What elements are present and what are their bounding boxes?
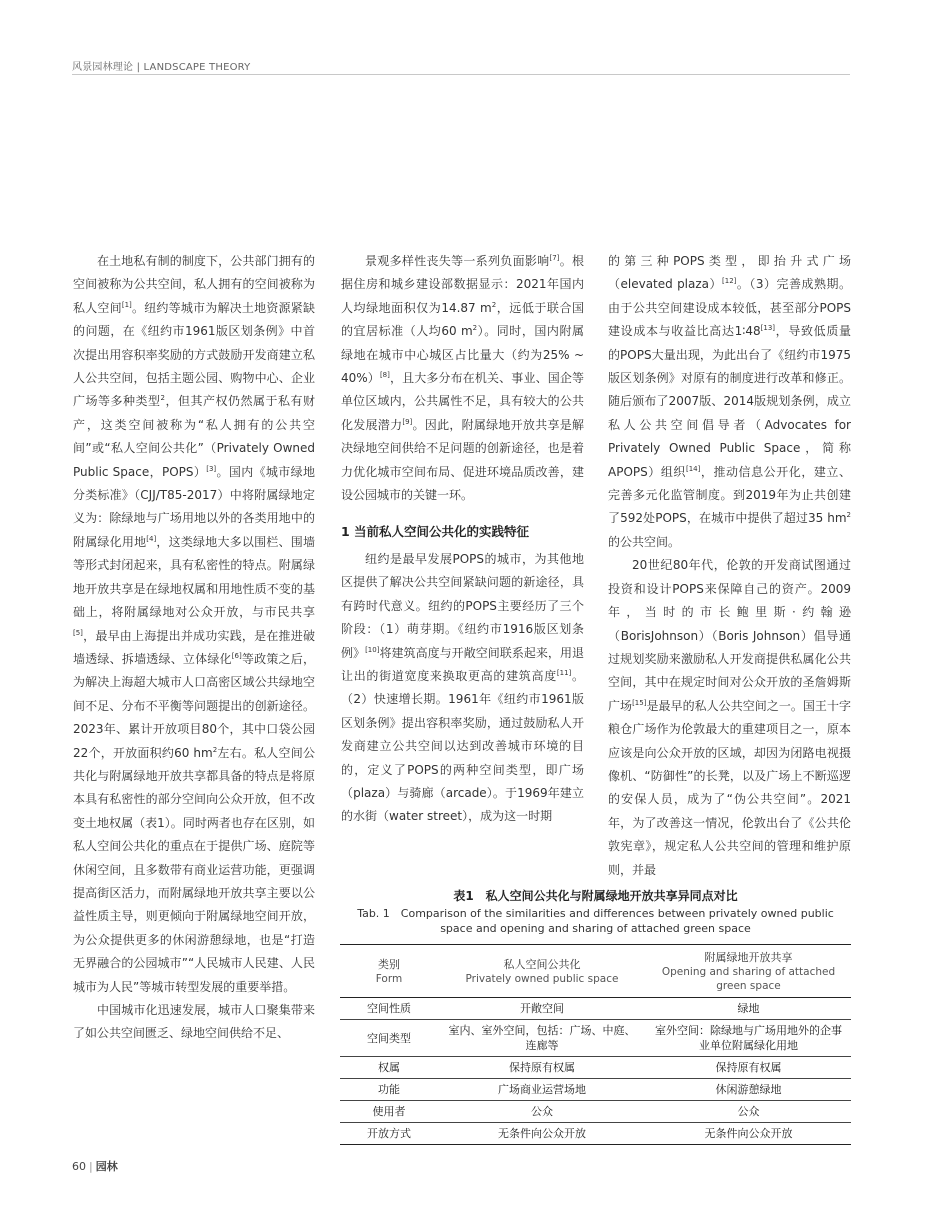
text-column-3 <box>608 250 851 882</box>
table-row-label: 空间类型 <box>367 1031 411 1045</box>
citation-superscript: [4] <box>146 534 157 543</box>
citation-superscript: [9] <box>402 417 413 426</box>
citation-superscript: [11] <box>556 668 572 677</box>
text-column-2 <box>341 250 584 829</box>
citation-superscript: [7] <box>549 254 560 262</box>
table-row <box>340 1079 851 1101</box>
table-cell: 广场商业运营场地 <box>498 1083 586 1096</box>
citation-superscript: [14] <box>685 464 701 473</box>
citation-superscript: [1] <box>121 300 132 309</box>
table-row-label: 使用者 <box>372 1105 406 1118</box>
citation-superscript: [3] <box>206 464 217 473</box>
table-row-label: 开放方式 <box>367 1127 411 1140</box>
paragraph: 在土地私有制的制度下，公共部门拥有的空间被称为公共空间，私人拥有的空间被称为私人空间[1]。纽约等城市为解决土地资源紧缺的问题，在《纽约市1961版区划条例》中首次提出用容积率奖励的方式鼓励开发商建立私人公共空间，包括主题公园、购物中心、企业广场等多种类型$^2$，但其产权仍然属于私有财产，这类空间被称为“私人拥有的公共空间”或“私人空间公共化”（Privately Owned Public Space，POPS）[3]。国内《城市绿地分类标准》（CJJ/T85-2017）中将附属绿地定义为：除绿地与广场用地以外的各类用地中的附属绿化用地[4]，这类绿地大多以围栏、围墙等形式封闭起来，具有私密性的特点。附属绿地开放共享是在绿地权属和用地性质不变的基础上，将附属绿地对公众开放，与市民共享[5]，最早由上海提出并成功实践，是在推进破墙透绿、拆墙透绿、立体绿化[6]等政策之后，为解决上海超大城市人口高密区域公共绿地空间不足、分布不平衡等问题提出的创新途径。2023年、累计开放项目80个，其中口袋公园22个，开放面积约60 $hm^2$左右。私人空间公共化与附属绿地开放共享都具备的特点是将原本具有私密性的部分空间向公众开放，但不改变土地权属（表1）。同时两者也存在区别，如私人空间公共化的重点在于提供广场、庭院等休闲空间，且多数带有商业运营功能，更强调提高街区活力，而附属绿地开放共享主要以公益性质主导，则更倾向于附属绿地空间开放，为公众提供更多的休闲游憩绿地，也是“打造无界融合的公园城市”“人民城市人民建、人民城市为人民”等城市转型发展的重要举措。 <box>73 254 315 994</box>
header-rule <box>72 74 850 75</box>
table-cell: 公众 <box>531 1105 553 1118</box>
citation-superscript: [13] <box>760 324 776 333</box>
paragraph: 景观多样性丧失等一系列负面影响[7]。根据住房和城乡建设部数据显示：2021年国内人均绿地面积仅为14.87 $m^2$，远低于联合国的宜居标准（人均60 $m^2$）。同时，国内附属绿地在城市中心城区占比量大（约为25% ~ 40%）[8]，且大多分布在机关、事业、国企等单位区域内，公共属性不足，具有较大的公共化发展潜力[9]。因此，附属绿地开放共享是解决绿地空间供给不足问题的创新途径，也是着力优化城市空间布局、促进环境品质改善，建设公园城市的关键一环。 <box>341 254 584 503</box>
table-cell: 休闲游憩绿地 <box>715 1083 782 1096</box>
text-column-1 <box>73 250 315 1046</box>
table-header-cell <box>438 945 646 998</box>
table-header-row <box>340 945 851 998</box>
citation-superscript: [12] <box>722 277 737 286</box>
header-en: Opening and sharing of attached green space <box>661 966 836 992</box>
citation-superscript: 2 <box>846 511 851 520</box>
table-cell: 开敞空间 <box>520 1002 564 1015</box>
comparison-table <box>340 944 851 1145</box>
citation-superscript: 2 <box>160 394 165 403</box>
footer-divider: | <box>89 1160 93 1173</box>
table-header-cell <box>340 945 438 998</box>
table-row <box>340 1020 851 1057</box>
header-cn: 私人空间公共化 <box>503 958 581 971</box>
table-title-cn: 表1 私人空间公共化与附属绿地开放共享异同点对比 <box>453 889 738 903</box>
header-cn: 附属绿地开放共享 <box>704 951 793 964</box>
table-cell: 无条件向公众开放 <box>704 1127 793 1140</box>
page-number: 60 <box>72 1160 86 1173</box>
table-cell: 公众 <box>737 1105 760 1118</box>
table-row <box>340 1057 851 1079</box>
citation-superscript: [6] <box>231 651 242 660</box>
table-cell: 保持原有权属 <box>509 1061 575 1074</box>
table-body <box>340 998 851 1145</box>
magazine-logo: 园林 <box>95 1160 118 1173</box>
section-heading: 1 当前私人空间公共化的实践特征 <box>341 524 530 540</box>
citation-superscript: 2 <box>212 745 218 754</box>
table-row <box>340 1123 851 1145</box>
citation-superscript: [5] <box>73 628 83 637</box>
table-cell: 保持原有权属 <box>715 1061 782 1074</box>
paragraph: 中国城市化迅速发展，城市人口聚集带来了如公共空间匮乏、绿地空间供给不足、 <box>73 1003 315 1041</box>
table-header-cell <box>646 945 851 998</box>
paragraph: 20世纪80年代，伦敦的开发商试图通过投资和设计POPS来保障自己的资产。2009年，当时的市长鲍里斯·约翰逊（BorisJohnson）（Boris Johnson）倡导通过规划奖励来激励私人开发商提供私属化公共空间，其中在规定时间对公众开放的圣詹姆斯广场[15]是最早的私人公共空间之一。国王十字粮仓广场作为伦敦最大的重建项目之一，原本应该是向公众开放的区域，却因为闭路电视摄像机、“防御性”的长凳，以及广场上不断巡逻的安保人员，成为了“伪公共空间”。2021年，为了改善这一情况，伦敦出台了《公共伦敦宪章》，规定私人公共空间的管理和维护原则，并最 <box>608 558 851 877</box>
paragraph: 的第三种POPS类型，即抬升式广场（elevated plaza）[12]。（3）完善成熟期。由于公共空间建设成本较低，甚至部分POPS建设成本与收益比高达1∶48[13]，导致低质量的POPS大量出现，为此出台了《纽约市1975版区划条例》对原有的制度进行改革和修正。随后颁布了2007版、2014版规划条例，成立私人公共空间倡导者（Advocates for Privately Owned Public Space，简称APOPS）组织[14]，推动信息公开化，建立、完善多元化监管制度。到2019年为止共创建了592处POPS，在城市中提供了超过35 $hm^2$的公共空间。 <box>608 254 851 549</box>
header-en: Form <box>375 973 403 985</box>
table-cell: 绿地 <box>737 1002 760 1015</box>
running-header: 风景园林理论 | LANDSCAPE THEORY <box>72 62 251 73</box>
citation-superscript: [15] <box>632 698 647 707</box>
citation-superscript: 2 <box>491 300 497 309</box>
table-row-label: 权属 <box>378 1061 400 1074</box>
table-row <box>340 1101 851 1123</box>
page-footer <box>72 1158 118 1174</box>
citation-superscript: [10] <box>365 645 380 654</box>
table-title-en: Tab. 1 Comparison of the similarities and differences between privately owned public space and opening and sharing of attached green space <box>357 907 834 935</box>
table-cell: 室内、室外空间，包括：广场、中庭、连廊等 <box>448 1024 636 1052</box>
paragraph: 纽约是最早发展POPS的城市，为其他地区提供了解决公共空间紧缺问题的新途径，具有跨时代意义。纽约的POPS主要经历了三个阶段：（1）萌芽期。《纽约市1916版区划条例》[10]将建筑高度与开敞空间联系起来，用退让出的街道宽度来换取更高的建筑高度[11]。（2）快速增长期。1961年《纽约市1961版区划条例》提出容积率奖励，通过鼓励私人开发商建立公共空间以达到改善城市环境的目的，定义了POPS的两种空间类型，即广场（plaza）与骑廊（arcade）。于1969年建立的水街（water street），成为这一时期 <box>341 551 584 824</box>
table-row-label: 空间性质 <box>367 1002 411 1015</box>
header-en: Privately owned public space <box>465 973 619 985</box>
citation-superscript: 2 <box>472 324 478 333</box>
table-row <box>340 998 851 1020</box>
table-row-label: 功能 <box>378 1083 400 1096</box>
header-cn: 类别 <box>378 958 400 971</box>
table-cell: 无条件向公众开放 <box>498 1127 586 1140</box>
table-cell: 室外空间：除绿地与广场用地外的企事业单位附属绿化用地 <box>655 1024 842 1052</box>
citation-superscript: [8] <box>379 371 390 380</box>
comparison-table-block <box>340 888 851 1145</box>
